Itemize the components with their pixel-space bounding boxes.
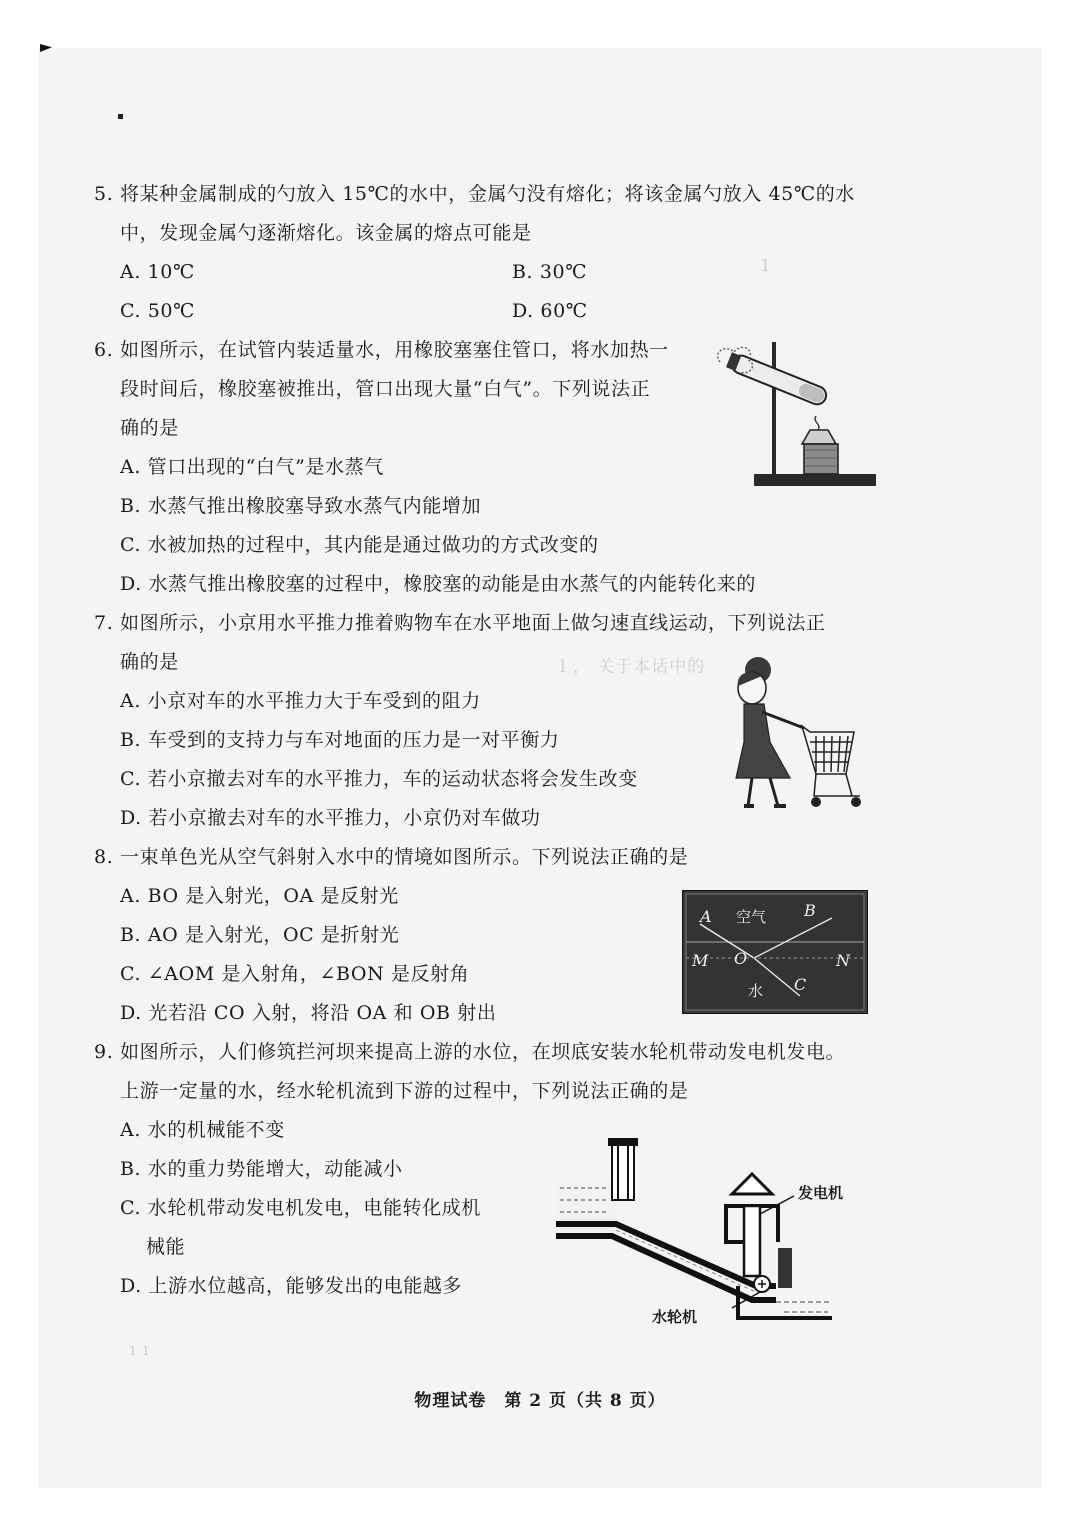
generator-label: 发电机 xyxy=(798,1184,844,1202)
q7-option-a: A. 小京对车的水平推力大于车受到的阻力 xyxy=(120,690,481,712)
label-a: A xyxy=(700,907,712,926)
dot-mark xyxy=(118,114,123,119)
q6-stem-2: 段时间后，橡胶塞被推出，管口出现大量“白气”。下列说法正 xyxy=(120,378,651,400)
label-n: N xyxy=(836,951,850,970)
q7-option-c: C. 若小京撤去对车的水平推力，车的运动状态将会发生改变 xyxy=(120,768,638,790)
q6-option-c: C. 水被加热的过程中，其内能是通过做功的方式改变的 xyxy=(120,534,599,556)
bleed-through: 1 xyxy=(760,256,772,276)
dam-figure xyxy=(556,1136,832,1328)
q9-option-d: D. 上游水位越高，能够发出的电能越多 xyxy=(120,1275,463,1297)
q9-option-c-cont: 械能 xyxy=(146,1236,186,1258)
q9-option-c: C. 水轮机带动发电机发电，电能转化成机 xyxy=(120,1197,481,1219)
q6-option-d: D. 水蒸气推出橡胶塞的过程中，橡胶塞的动能是由水蒸气的内能转化来的 xyxy=(120,573,757,595)
q5-stem-2: 中，发现金属勺逐渐熔化。该金属的熔点可能是 xyxy=(120,222,532,244)
q7-stem-2: 确的是 xyxy=(120,651,179,673)
q8-option-d: D. 光若沿 CO 入射，将沿 OA 和 OB 射出 xyxy=(120,1002,497,1024)
q7-option-b: B. 车受到的支持力与车对地面的压力是一对平衡力 xyxy=(120,729,560,751)
bleed-through: ı ı xyxy=(130,1340,150,1360)
q6-stem-3: 确的是 xyxy=(120,417,179,439)
label-c: C xyxy=(794,975,807,994)
q8-option-b: B. AO 是入射光，OC 是折射光 xyxy=(120,924,400,946)
q5-option-d: D. 60℃ xyxy=(512,300,588,322)
label-o: O xyxy=(734,949,748,968)
q7-stem: 7. 如图所示，小京用水平推力推着购物车在水平地面上做匀速直线运动，下列说法正 xyxy=(94,612,826,634)
q6-stem: 6. 如图所示，在试管内装适量水，用橡胶塞塞住管口，将水加热一 xyxy=(94,339,669,361)
q5-option-b: B. 30℃ xyxy=(512,261,588,283)
label-water: 水 xyxy=(748,982,764,1000)
q9-stem: 9. 如图所示，人们修筑拦河坝来提高上游的水位，在坝底安装水轮机带动发电机发电。 xyxy=(94,1041,846,1063)
label-m: M xyxy=(692,951,709,970)
q9-option-a: A. 水的机械能不变 xyxy=(120,1119,285,1141)
q9-stem-2: 上游一定量的水，经水轮机流到下游的过程中，下列说法正确的是 xyxy=(120,1080,689,1102)
q5-option-a: A. 10℃ xyxy=(120,261,195,283)
q6-option-a: A. 管口出现的“白气”是水蒸气 xyxy=(120,456,384,478)
q7-option-d: D. 若小京撤去对车的水平推力，小京仍对车做功 xyxy=(120,807,541,829)
q8-option-a: A. BO 是入射光，OA 是反射光 xyxy=(120,885,399,907)
turbine-label: 水轮机 xyxy=(652,1308,698,1326)
q5-stem: 5. 将某种金属制成的勺放入 15℃的水中，金属勺没有熔化；将该金属勺放入 45℃的水 xyxy=(94,183,855,205)
q5-option-c: C. 50℃ xyxy=(120,300,195,322)
shopping-cart-figure xyxy=(718,656,870,816)
bleed-through: l ， 关于本话中的 xyxy=(560,657,706,677)
q8-option-c: C. ∠AOM 是入射角，∠BON 是反射角 xyxy=(120,963,470,985)
q6-option-b: B. 水蒸气推出橡胶塞导致水蒸气内能增加 xyxy=(120,495,482,517)
q8-stem: 8. 一束单色光从空气斜射入水中的情境如图所示。下列说法正确的是 xyxy=(94,846,689,868)
test-tube-figure xyxy=(712,342,878,492)
q9-option-b: B. 水的重力势能增大，动能减小 xyxy=(120,1158,403,1180)
label-air: 空气 xyxy=(736,908,767,926)
light-refraction-figure xyxy=(682,890,868,1014)
label-b: B xyxy=(804,901,816,920)
page-footer: 物理试卷 第 2 页（共 8 页） xyxy=(414,1391,666,1411)
